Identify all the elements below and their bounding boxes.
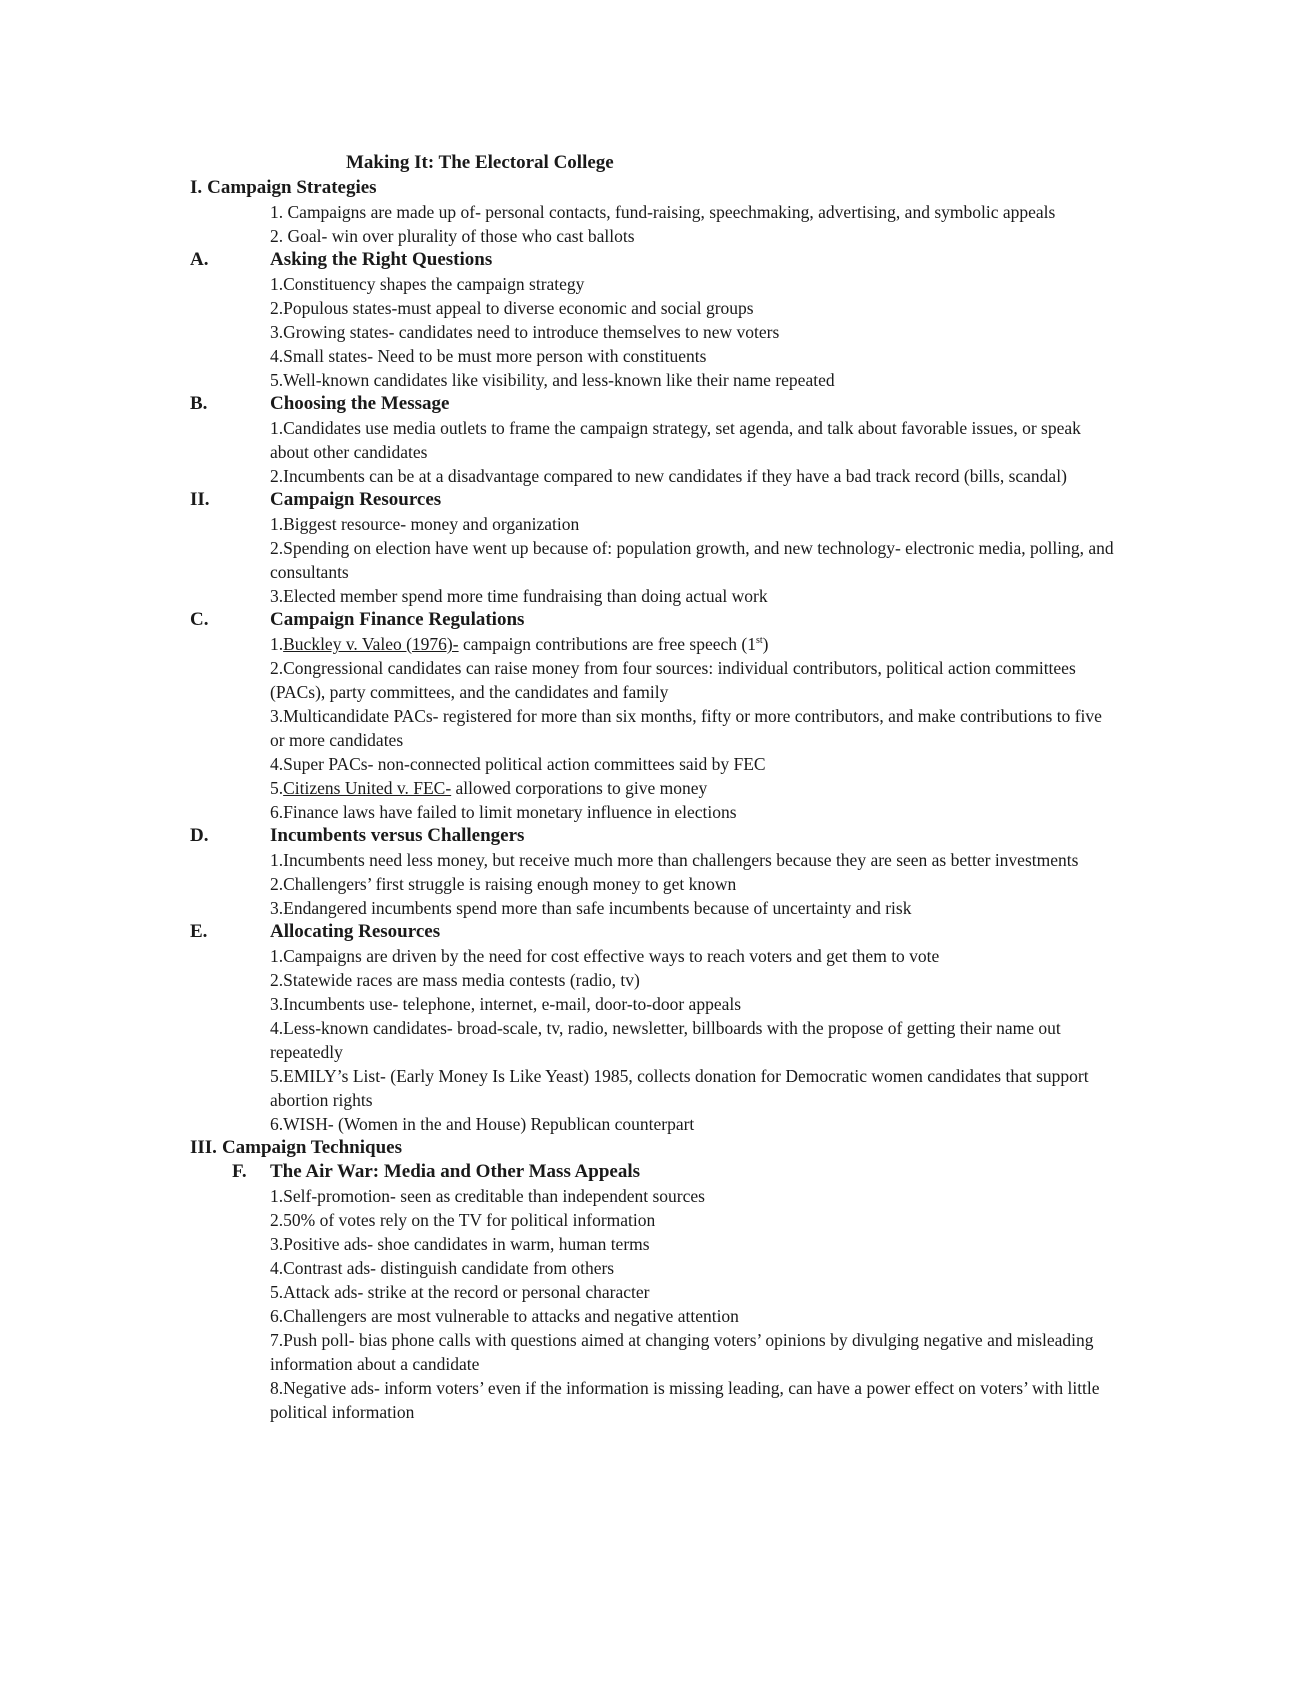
section-items [190,416,1130,488]
outline-item: 7.Push poll- bias phone calls with questions aimed at changing voters’ opinions by divulging negative and misleading information about a candidate [270,1330,1094,1374]
outline-item: 3.Positive ads- shoe candidates in warm, human terms [270,1234,650,1254]
case-name: Buckley v. Valeo (1976)- [283,634,459,654]
outline-section [190,176,1130,248]
section-items [190,512,1130,608]
outline-item: 3.Growing states- candidates need to introduce themselves to new voters [270,322,780,342]
outline-item: 5.Attack ads- strike at the record or personal character [270,1282,650,1302]
section-heading [190,488,1130,512]
outline-item: 2.Statewide races are mass media contests (radio, tv) [270,970,640,990]
outline-item: 5.Citizens United v. FEC- allowed corporations to give money [270,778,708,798]
outline-item: 3.Endangered incumbents spend more than safe incumbents because of uncertainty and risk [270,898,912,918]
outline-section [190,608,1130,824]
outline-item: 1. Campaigns are made up of- personal contacts, fund-raising, speechmaking, advertising, and symbolic appeals [270,202,1056,222]
section-heading [190,1136,1130,1160]
outline-item: 2.Spending on election have went up because of: population growth, and new technology- electronic media, polling, and consultants [270,538,1114,582]
section-heading [190,392,1130,416]
outline-item: 1.Constituency shapes the campaign strategy [270,274,585,294]
outline-section [190,1160,1130,1424]
section-title: Asking the Right Questions [270,249,493,270]
outline-item: 6.Challengers are most vulnerable to attacks and negative attention [270,1306,739,1326]
section-items [190,848,1130,920]
outline-item: 1.Buckley v. Valeo (1976)- campaign contributions are free speech (1st) [270,634,769,654]
section-heading [190,824,1130,848]
outline-item: 2.50% of votes rely on the TV for political information [270,1210,656,1230]
outline-section [190,488,1130,608]
section-marker: F. [232,1161,247,1182]
section-items [190,944,1130,1136]
section-marker: C. [190,609,209,630]
outline-item: 1.Incumbents need less money, but receive much more than challengers because they are seen as better investments [270,850,1079,870]
outline-section [190,1136,1130,1160]
outline-item: 2.Populous states-must appeal to diverse economic and social groups [270,298,754,318]
section-marker: A. [190,249,209,270]
section-title: Choosing the Message [270,393,450,414]
section-heading [190,920,1130,944]
outline-section [190,392,1130,488]
section-marker: I. [190,177,203,198]
section-heading [190,608,1130,632]
section-title: Campaign Finance Regulations [270,609,525,630]
outline-item: 6.Finance laws have failed to limit monetary influence in elections [270,802,737,822]
section-marker: B. [190,393,208,414]
section-title: Incumbents versus Challengers [270,825,525,846]
outline-section [190,824,1130,920]
section-title: Campaign Techniques [221,1137,402,1158]
outline-item: 3.Multicandidate PACs- registered for more than six months, fifty or more contributors, and make contributions to five or more candidates [270,706,1102,750]
section-title: Allocating Resources [270,921,441,942]
outline-item: 1.Biggest resource- money and organization [270,514,580,534]
outline-item: 4.Small states- Need to be must more person with constituents [270,346,707,366]
outline-item: 4.Less-known candidates- broad-scale, tv, radio, newsletter, billboards with the propose of getting their name out repeatedly [270,1018,1061,1062]
outline-item: 1.Candidates use media outlets to frame the campaign strategy, set agenda, and talk about favorable issues, or speak about other candidates [270,418,1081,462]
outline-item: 2.Congressional candidates can raise money from four sources: individual contributors, political action committees (PACs), party committees, and the candidates and family [270,658,1076,702]
outline-item: 1.Campaigns are driven by the need for cost effective ways to reach voters and get them to vote [270,946,940,966]
outline-item: 4.Contrast ads- distinguish candidate from others [270,1258,615,1278]
outline-item: 3.Elected member spend more time fundraising than doing actual work [270,586,768,606]
section-items [190,200,1130,248]
outline-section [190,248,1130,392]
section-marker: II. [190,489,210,510]
outline-item: 2.Incumbents can be at a disadvantage compared to new candidates if they have a bad track record (bills, scandal) [270,466,1067,486]
outline-item: 5.EMILY’s List- (Early Money Is Like Yeast) 1985, collects donation for Democratic women candidates that support abortion rights [270,1066,1089,1110]
section-marker: E. [190,921,208,942]
outline-item: 3.Incumbents use- telephone, internet, e-mail, door-to-door appeals [270,994,742,1014]
outline-item: 8.Negative ads- inform voters’ even if the information is missing leading, can have a power effect on voters’ with little political information [270,1378,1100,1422]
outline [190,176,1130,1424]
outline-item: 6.WISH- (Women in the and House) Republican counterpart [270,1114,695,1134]
outline-section [190,920,1130,1136]
section-title: The Air War: Media and Other Mass Appeals [270,1161,641,1182]
section-heading [190,176,1130,200]
section-title: Campaign Strategies [207,177,377,198]
document-title: Making It: The Electoral College [346,152,614,173]
superscript: st [755,635,763,647]
section-title: Campaign Resources [270,489,442,510]
case-name: Citizens United v. FEC- [283,778,452,798]
section-heading [190,248,1130,272]
section-marker: D. [190,825,209,846]
section-marker: III. [190,1137,217,1158]
outline-item: 1.Self-promotion- seen as creditable than independent sources [270,1186,705,1206]
outline-item: 2. Goal- win over plurality of those who cast ballots [270,226,635,246]
outline-item: 5.Well-known candidates like visibility, and less-known like their name repeated [270,370,835,390]
section-items [190,632,1130,824]
section-items [190,272,1130,392]
section-heading [190,1160,1130,1184]
outline-item: 2.Challengers’ first struggle is raising enough money to get known [270,874,737,894]
section-items [190,1184,1130,1424]
outline-item: 4.Super PACs- non-connected political action committees said by FEC [270,754,766,774]
